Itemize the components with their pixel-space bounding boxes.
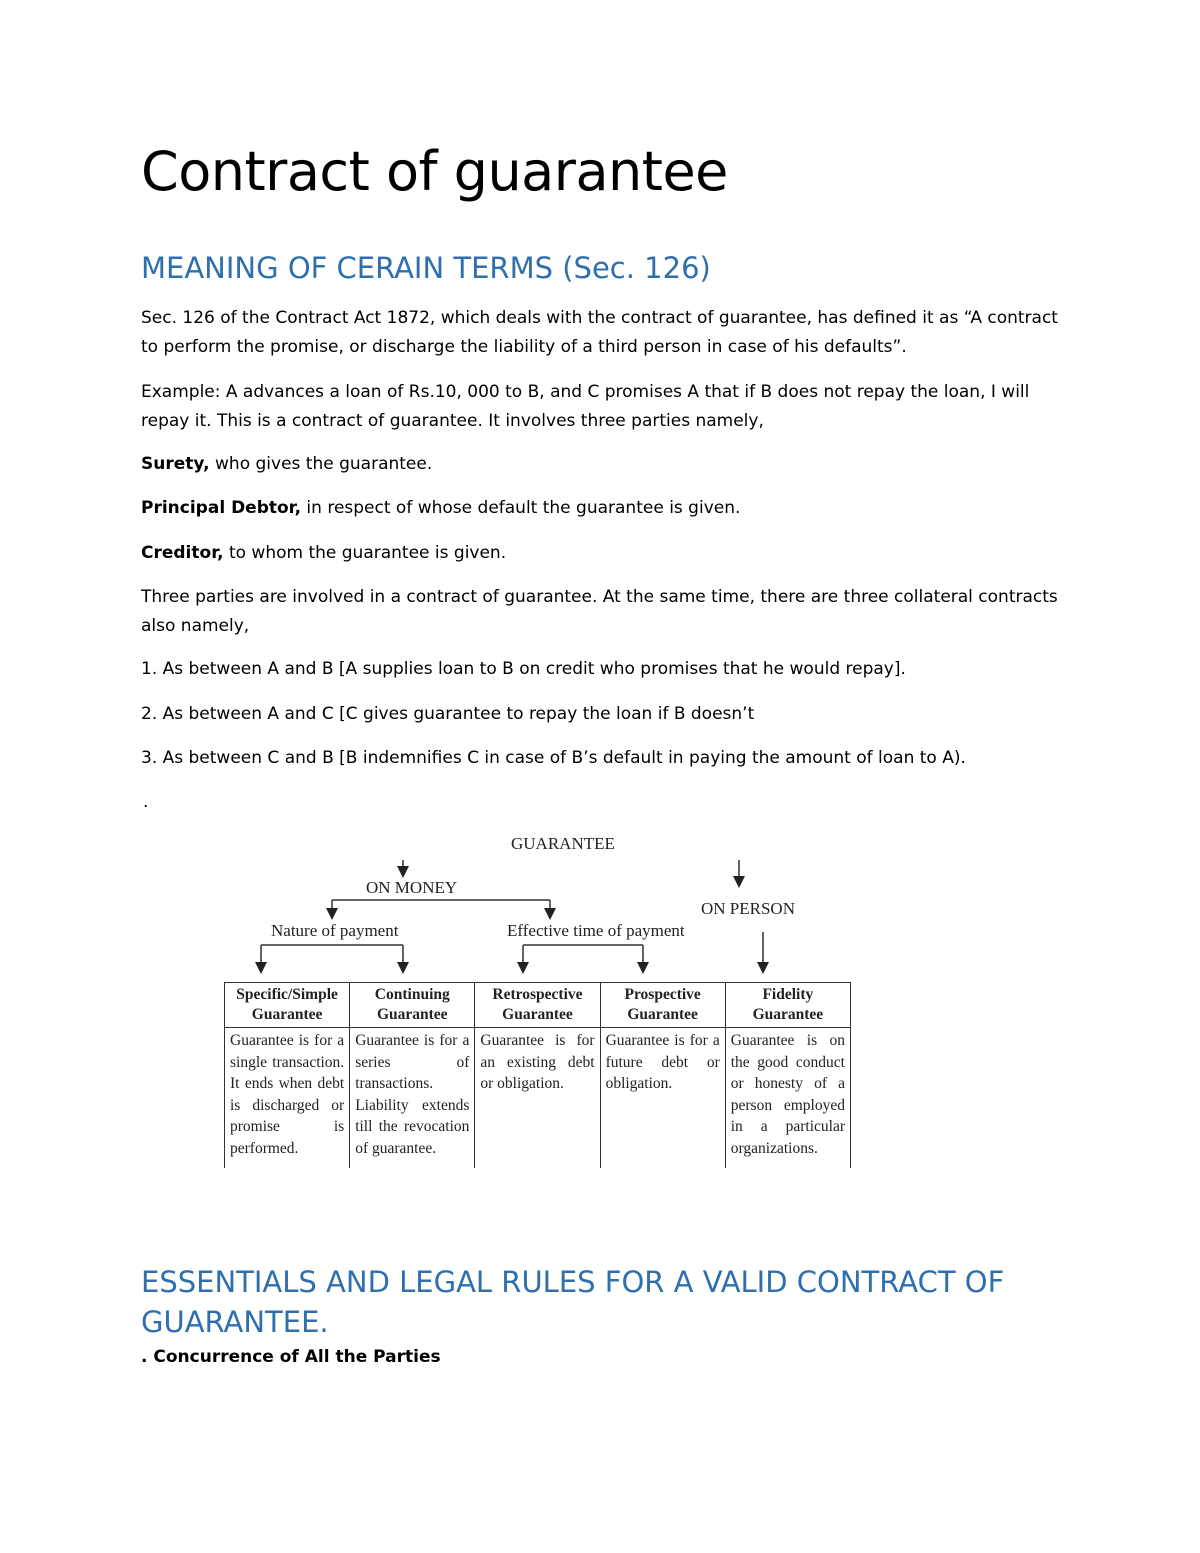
guarantee-types-table [224, 982, 851, 1168]
creditor-paragraph [141, 539, 1061, 568]
page-title: Contract of guarantee [141, 140, 728, 203]
table-row [225, 1028, 851, 1169]
principal-debtor-term: Principal Debtor, [141, 498, 302, 518]
table-header-cell: Retrospective Guarantee [475, 983, 600, 1028]
table-header-row [225, 983, 851, 1028]
surety-description: who gives the guarantee. [209, 454, 433, 474]
definition-paragraph: Sec. 126 of the Contract Act 1872, which deals with the contract of guarantee, has defined it as “A contract to perform the promise, or discharge the liability of a third person in case of his defaults”. [141, 308, 1058, 357]
example-paragraph: Example: A advances a loan of Rs.10, 000 to B, and C promises A that if B does not repay the loan, I will repay it. This is a contract of guarantee. It involves three parties namely, [141, 382, 1030, 431]
on-person-label: ON PERSON [701, 899, 795, 918]
table-header-cell: Continuing Guarantee [350, 983, 475, 1028]
section-heading-meaning: MEANING OF CERAIN TERMS (Sec. 126) [141, 251, 711, 285]
surety-term: Surety, [141, 454, 210, 474]
table-cell: Guarantee is for a future debt or obligation. [600, 1028, 725, 1169]
collateral-item-1: 1. As between A and B [A supplies loan to B on credit who promises that he would repay]. [141, 659, 906, 679]
collateral-item-2: 2. As between A and C [C gives guarantee to repay the loan if B doesn’t [141, 704, 755, 724]
essentials-subheading-text: . Concurrence of All the Parties [141, 1347, 441, 1367]
nature-of-payment-label: Nature of payment [271, 921, 399, 940]
creditor-term: Creditor, [141, 543, 224, 563]
table-cell: Guarantee is for a single transaction. It ends when debt is discharged or promise is performed. [225, 1028, 350, 1169]
table-header-cell: Prospective Guarantee [600, 983, 725, 1028]
stray-dot: . [143, 792, 149, 812]
guarantee-types-diagram [215, 820, 865, 1180]
collateral-item-3: 3. As between C and B [B indemnifies C in case of B’s default in paying the amount of loan to A). [141, 748, 966, 768]
principal-debtor-description: in respect of whose default the guarantee is given. [301, 498, 741, 518]
table-cell: Guarantee is for an existing debt or obligation. [475, 1028, 600, 1169]
parties-paragraph: Three parties are involved in a contract of guarantee. At the same time, there are three collateral contracts also namely, [141, 587, 1058, 636]
creditor-description: to whom the guarantee is given. [223, 543, 507, 563]
table-cell: Guarantee is for a series of transactions. Liability extends till the revocation of guarantee. [350, 1028, 475, 1169]
effective-time-label: Effective time of payment [507, 921, 685, 940]
section-heading-essentials: ESSENTIALS AND LEGAL RULES FOR A VALID CONTRACT OF GUARANTEE. [141, 1265, 1005, 1339]
principal-debtor-paragraph [141, 494, 1061, 523]
table-cell: Guarantee is on the good conduct or honesty of a person employed in a particular organizations. [725, 1028, 850, 1169]
table-header-cell: Specific/Simple Guarantee [225, 983, 350, 1028]
diagram-root-label: GUARANTEE [511, 834, 615, 853]
surety-paragraph [141, 450, 1061, 479]
table-header-cell: Fidelity Guarantee [725, 983, 850, 1028]
essentials-subheading [141, 1343, 1061, 1372]
on-money-label: ON MONEY [366, 878, 458, 897]
